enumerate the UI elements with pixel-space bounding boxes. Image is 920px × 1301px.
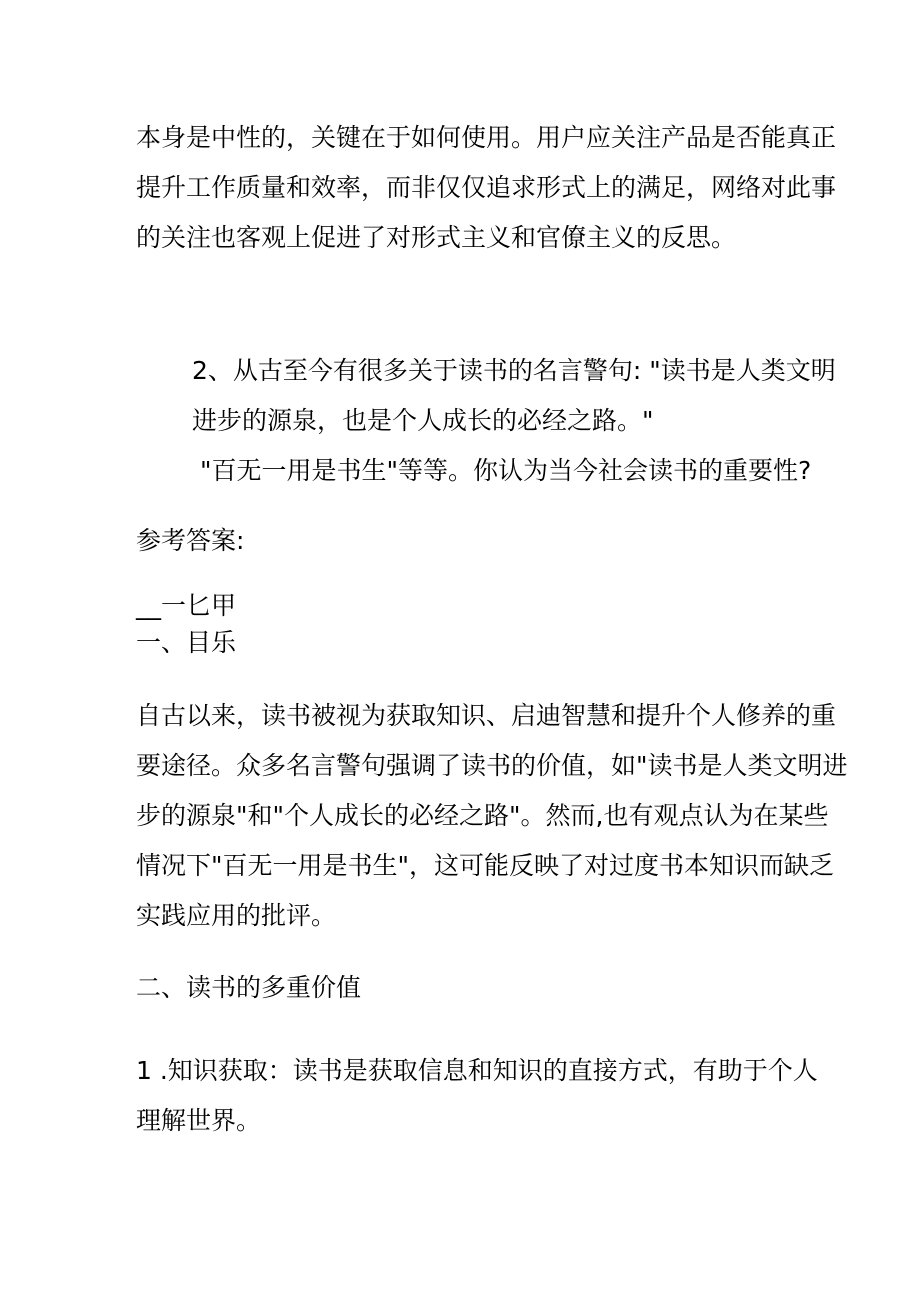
question-line-2: 进步的源泉，也是个人成长的必经之路。": [192, 406, 654, 435]
question-line-3: "百无一用是书生"等等。你认为当今社会读书的重要性?: [200, 456, 812, 485]
section1-heading: 一、目乐: [136, 628, 237, 657]
intro-line-1: 本身是中性的，关键在于如何使用。用户应关注产品是否能真正: [136, 123, 837, 152]
section1-line-5: 实践应用的批评。: [136, 901, 337, 930]
intro-line-2: 提升工作质量和效率，而非仅仅追求形式上的满足，网络对此事: [136, 173, 837, 202]
point1-line-2: 理解世界。: [136, 1106, 262, 1135]
section1-line-3: 步的源泉"和"个人成长的必经之路"。然而,也有观点认为在某些: [136, 801, 829, 830]
section1-line-1: 自古以来，读书被视为获取知识、启迪智慧和提升个人修养的重: [136, 701, 837, 730]
section1-line-2: 要途径。众多名言警句强调了读书的价值，如"读书是人类文明进: [136, 751, 848, 780]
question-line-1: 2、从古至今有很多关于读书的名言警句: "读书是人类文明: [192, 356, 836, 385]
answer-label: 参考答案:: [136, 526, 245, 555]
garbled-heading: __一匕甲: [136, 591, 237, 620]
section1-line-4: 情况下"百无一用是书生"，这可能反映了对过度书本知识而缺乏: [136, 851, 835, 880]
intro-line-3: 的关注也客观上促进了对形式主义和官僚主义的反思。: [136, 223, 737, 252]
section2-heading: 二、读书的多重价值: [136, 973, 362, 1002]
point1-line-1: 1 .知识获取：读书是获取信息和知识的直接方式，有助于个人: [136, 1056, 818, 1085]
